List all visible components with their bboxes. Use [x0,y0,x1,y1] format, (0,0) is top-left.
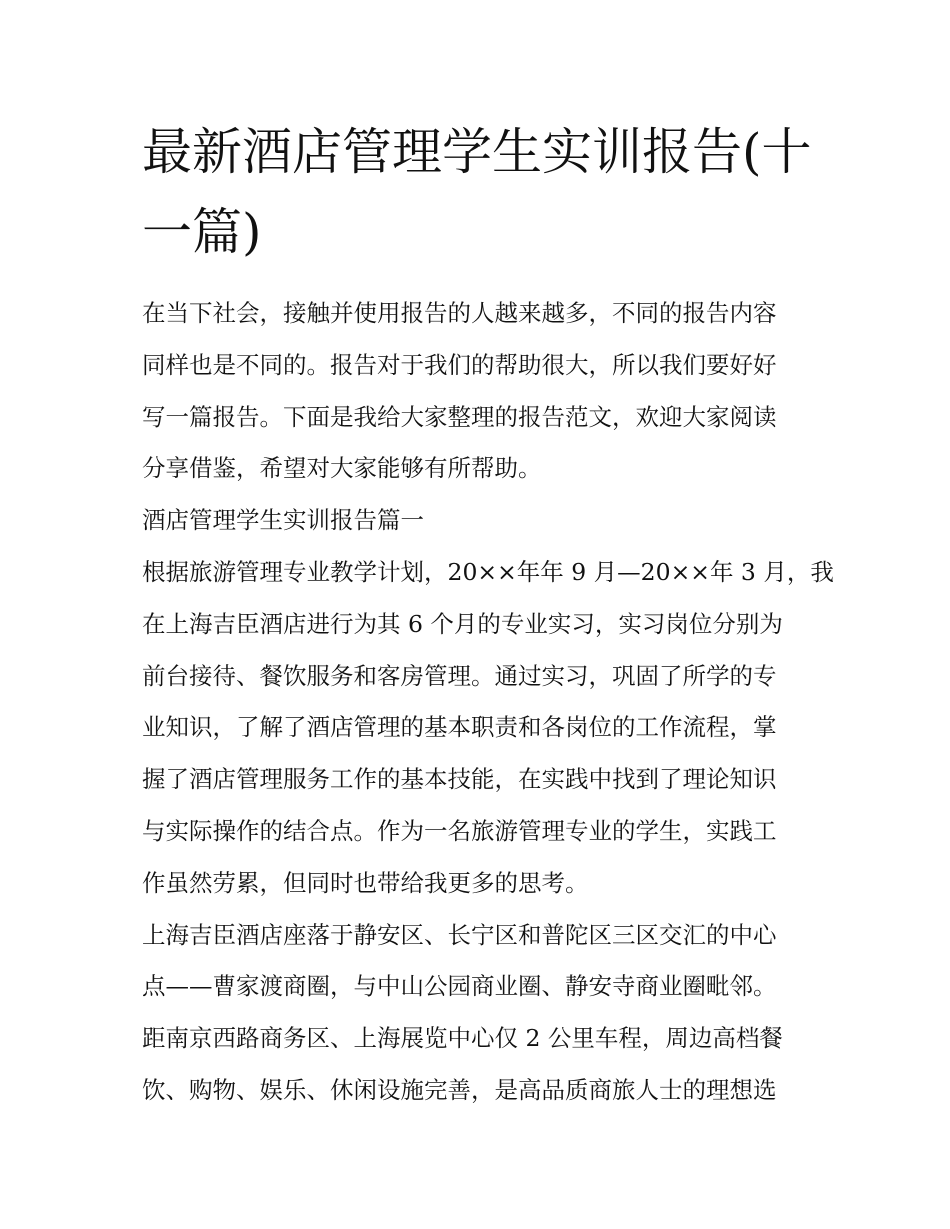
body-line: 同样也是不同的。报告对于我们的帮助很大，所以我们要好好 [142,350,777,379]
body-line: 与实际操作的结合点。作为一名旅游管理专业的学生，实践工 [142,816,777,845]
body-line: 写一篇报告。下面是我给大家整理的报告范文，欢迎大家阅读 [142,402,777,431]
body-line: 饮、购物、娱乐、休闲设施完善，是高品质商旅人士的理想选 [142,1075,777,1104]
document-body [142,288,834,1117]
body-line: 在当下社会，接触并使用报告的人越来越多，不同的报告内容 [142,299,777,327]
body-line: 点——曹家渡商圈，与中山公园商业圈、静安寺商业圈毗邻。 [142,972,777,1001]
title-line: 一篇) [142,203,262,261]
body-line: 前台接待、餐饮服务和客房管理。通过实习，巩固了所学的专 [142,661,777,690]
body-line: 业知识，了解了酒店管理的基本职责和各岗位的工作流程，掌 [142,713,777,742]
body-line: 分享借鉴，希望对大家能够有所帮助。 [142,454,542,483]
section-heading: 酒店管理学生实训报告篇一 [142,506,424,535]
document-title [142,112,814,272]
body-line: 根据旅游管理专业教学计划，20××年年 9 月—20××年 3 月，我 [142,557,834,586]
title-line: 最新酒店管理学生实训报告(十 [142,123,812,181]
body-line: 上海吉臣酒店座落于静安区、长宁区和普陀区三区交汇的中心 [142,920,777,949]
document-content [142,112,834,1117]
body-line: 握了酒店管理服务工作的基本技能，在实践中找到了理论知识 [142,765,777,794]
body-line: 作虽然劳累，但同时也带给我更多的思考。 [142,868,589,897]
body-line: 在上海吉臣酒店进行为其 6 个月的专业实习，实习岗位分别为 [142,609,783,638]
body-line: 距南京西路商务区、上海展览中心仅 2 公里车程，周边高档餐 [142,1024,783,1053]
